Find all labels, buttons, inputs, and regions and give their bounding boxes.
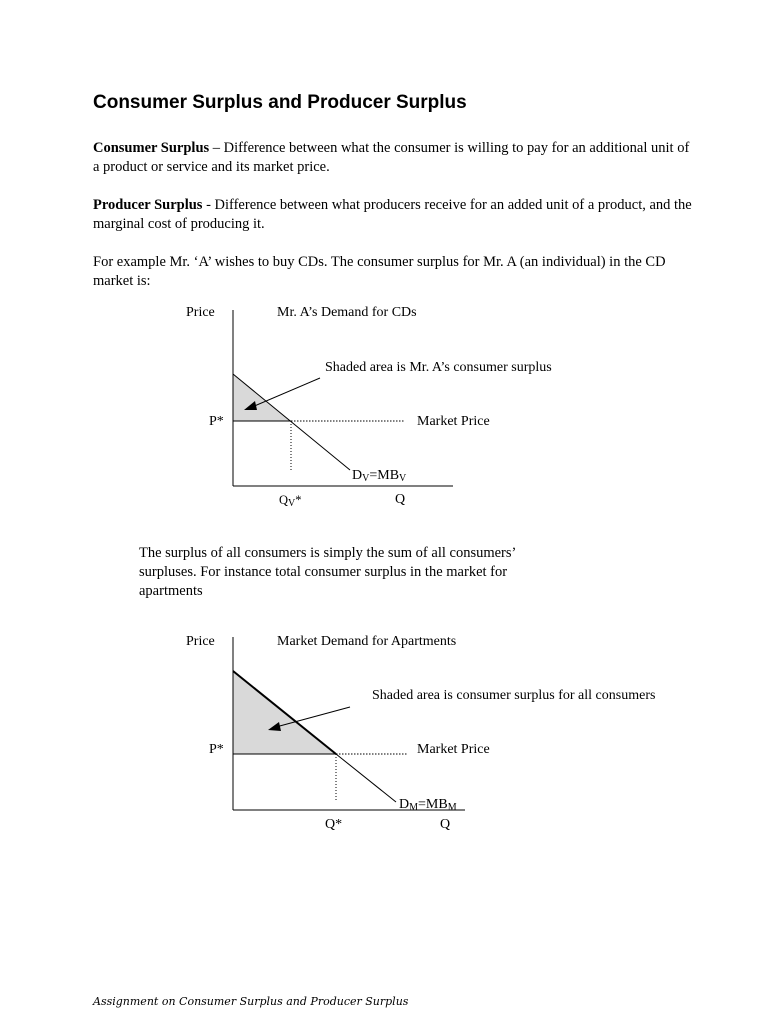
chart1-market-price-label: Market Price [417,414,490,429]
chart2-title: Market Demand for Apartments [277,634,457,649]
chart1-title: Mr. A’s Demand for CDs [277,305,417,320]
chart2-demand-sub2: M [447,802,457,813]
chart1-demand-curve [233,374,350,470]
chart1-y-label: Price [186,305,215,320]
chart1-qstar-sub: V [288,498,296,509]
chart2-y-label: Price [186,634,215,649]
consumer-surplus-text: – Difference between what the consumer is willing to pay for an additional unit of a product or service and its market price. [93,140,690,175]
chart1-qstar-label [279,493,302,508]
chart1-qstar-suffix: * [295,493,302,507]
chart2-p-label: P* [209,742,224,757]
chart2-demand-eq: =MB [418,797,448,812]
chart2-demand-label [399,797,457,813]
producer-surplus-text: - Difference between what producers receive for an added unit of a product, and the marginal cost of producing it. [93,197,692,232]
chart1-p-label: P* [209,414,224,429]
chart1-qstar-q: Q [279,493,289,507]
chart1-x-label: Q [395,492,406,507]
chart2-annotation: Shaded area is consumer surplus for all consumers [372,688,656,703]
sum-text: The surplus of all consumers is simply the sum of all consumers’ surpluses. For instance total consumer surplus in the market for apartments [139,545,516,599]
chart2-demand-curve [336,754,396,802]
chart1-demand-sub2: V [399,473,407,484]
chart1-demand-sub: V [362,473,370,484]
page-title: Consumer Surplus and Producer Surplus [93,92,467,113]
consumer-surplus-term: Consumer Surplus [93,140,210,156]
chart2-market-price-label: Market Price [417,742,490,757]
chart1-demand-label [352,468,406,484]
chart2-x-label: Q [440,817,451,832]
chart2-demand-sub: M [409,802,419,813]
producer-surplus-term: Producer Surplus [93,197,203,213]
chart1-demand-d: D [352,468,363,483]
chart1-demand-eq: =MB [369,468,400,483]
chart2-demand-d: D [399,797,410,812]
chart2-qstar-label: Q* [325,817,343,832]
page-footer: Assignment on Consumer Surplus and Producer Surplus [93,995,409,1008]
example-intro: For example Mr. ‘A’ wishes to buy CDs. The consumer surplus for Mr. A (an individual) in the CD market is: [93,254,666,289]
chart1-arrow-line [252,378,320,407]
chart1-annotation: Shaded area is Mr. A’s consumer surplus [325,360,552,375]
